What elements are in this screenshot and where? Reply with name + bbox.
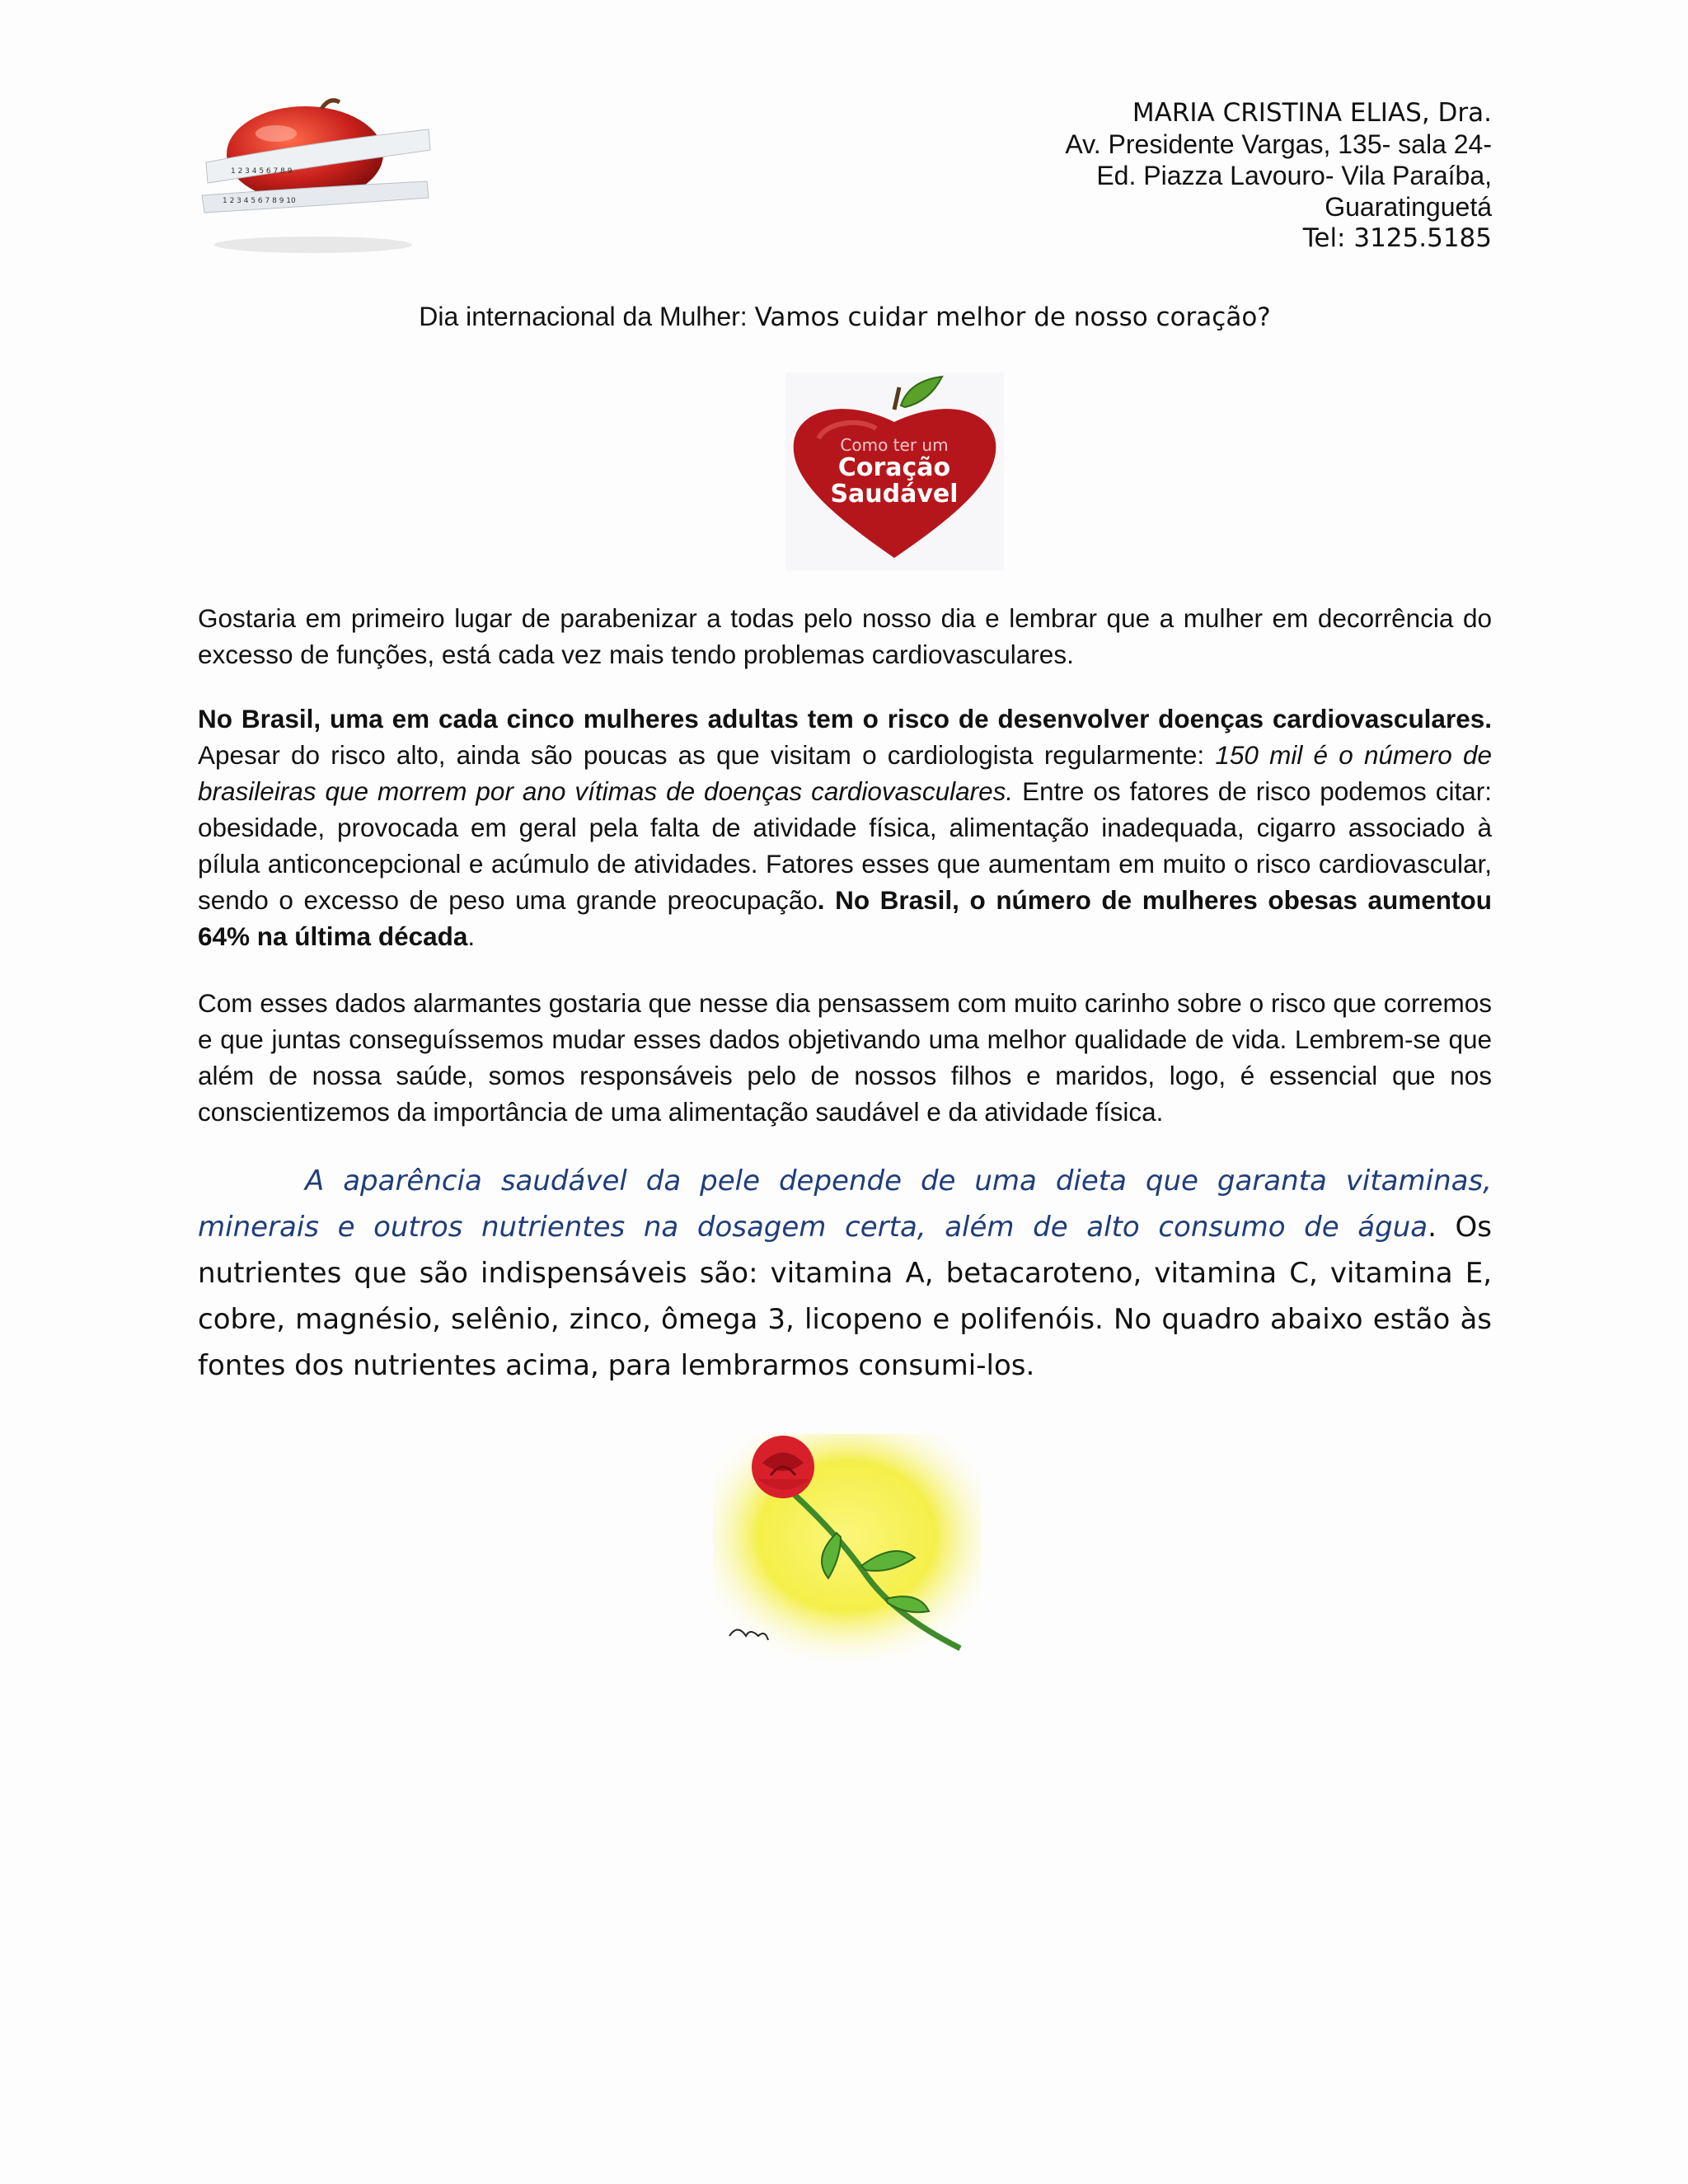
paragraph-2-bold-start: No Brasil, uma em cada cinco mulheres adultas tem o risco de desenvolver doenças cardiovasculares. <box>198 704 1492 733</box>
rose-illustration <box>713 1434 981 1661</box>
heart-image-line-3: Saudável <box>830 480 959 509</box>
heart-image-line-1: Como ter um <box>840 435 949 455</box>
svg-text:1 2 3 4 5 6 7 8 9: 1 2 3 4 5 6 7 8 9 <box>231 167 293 176</box>
doctor-name: MARIA CRISTINA ELIAS, Dra. <box>1132 98 1492 128</box>
address-line-1: Av. Presidente Vargas, 135- sala 24- <box>1065 129 1492 159</box>
title-part-2: Vamos cuidar melhor de nosso coração? <box>754 302 1271 332</box>
paragraph-4-italic-blue: A aparência saudável da pele depende de uma dieta que garanta vitaminas, minerais e outros nutrientes na dosagem certa, além de alto consumo de água <box>198 1165 1492 1244</box>
telephone: Tel: 3125.5185 <box>1302 223 1492 253</box>
heart-image-line-2: Coração <box>837 453 951 482</box>
paragraph-2 <box>198 701 1492 954</box>
paragraph-2-italic: 150 mil é o número de brasileiras que morrem por ano vítimas de doenças cardiovasculares. <box>198 740 1493 806</box>
paragraph-1: Gostaria em primeiro lugar de parabenizar a todas pelo nosso dia e lembrar que a mulher em decorrência do excesso de funções, está cada vez mais tendo problemas cardiovasculares. <box>198 603 1492 669</box>
paragraph-4-text: . Os nutrientes que são indispensáveis são: vitamina A, betacaroteno, vitamina C, vitamina E, cobre, magnésio, selênio, zinco, ômega 3, licopeno e polifenóis. No quadro abaixo estão às fontes dos nutrientes acima, para lembrarmos consumi-los. <box>198 1211 1492 1382</box>
svg-text:1 2 3 4 5 6 7 8 9 10: 1 2 3 4 5 6 7 8 9 10 <box>223 197 296 205</box>
title-part-1: Dia internacional da Mulher: <box>419 302 748 331</box>
contact-address-block <box>832 97 1492 254</box>
healthy-heart-image <box>785 373 1004 570</box>
paragraph-2-bold-end: . No Brasil, o número de mulheres obesas aumentou 64% na última década <box>198 885 1492 951</box>
paragraph-2-text-2: Entre os fatores de risco podemos citar: obesidade, provocada em geral pela falta de atividade física, alimentação inadequada, cigarro associado à pílula anticoncepcional e acúmulo de atividades. Fatores esses que aumentam em muito o risco cardiovascular, sendo o excesso de peso uma grande preocupação <box>198 776 1492 915</box>
address-line-2: Ed. Piazza Lavouro- Vila Paraíba, <box>1096 161 1492 190</box>
paragraph-2-text-1: Apesar do risco alto, ainda são poucas as que visitam o cardiologista regularmente: <box>198 740 1216 770</box>
apple-measuring-tape-logo <box>198 92 433 257</box>
address-line-3: Guaratinguetá <box>1325 192 1492 222</box>
paragraph-2-end: . <box>467 921 476 951</box>
paragraph-4 <box>198 1158 1492 1389</box>
paragraph-3: Com esses dados alarmantes gostaria que nesse dia pensassem com muito carinho sobre o risco que corremos e que juntas conseguíssemos mudar esses dados objetivando uma melhor qualidade de vida. Lembrem-se que além de nossa saúde, somos responsáveis pelo de nossos filhos e maridos, logo, é essencial que nos conscientizemos da importância de uma alimentação saudável e da atividade física. <box>198 988 1492 1127</box>
page-title <box>198 302 1492 332</box>
